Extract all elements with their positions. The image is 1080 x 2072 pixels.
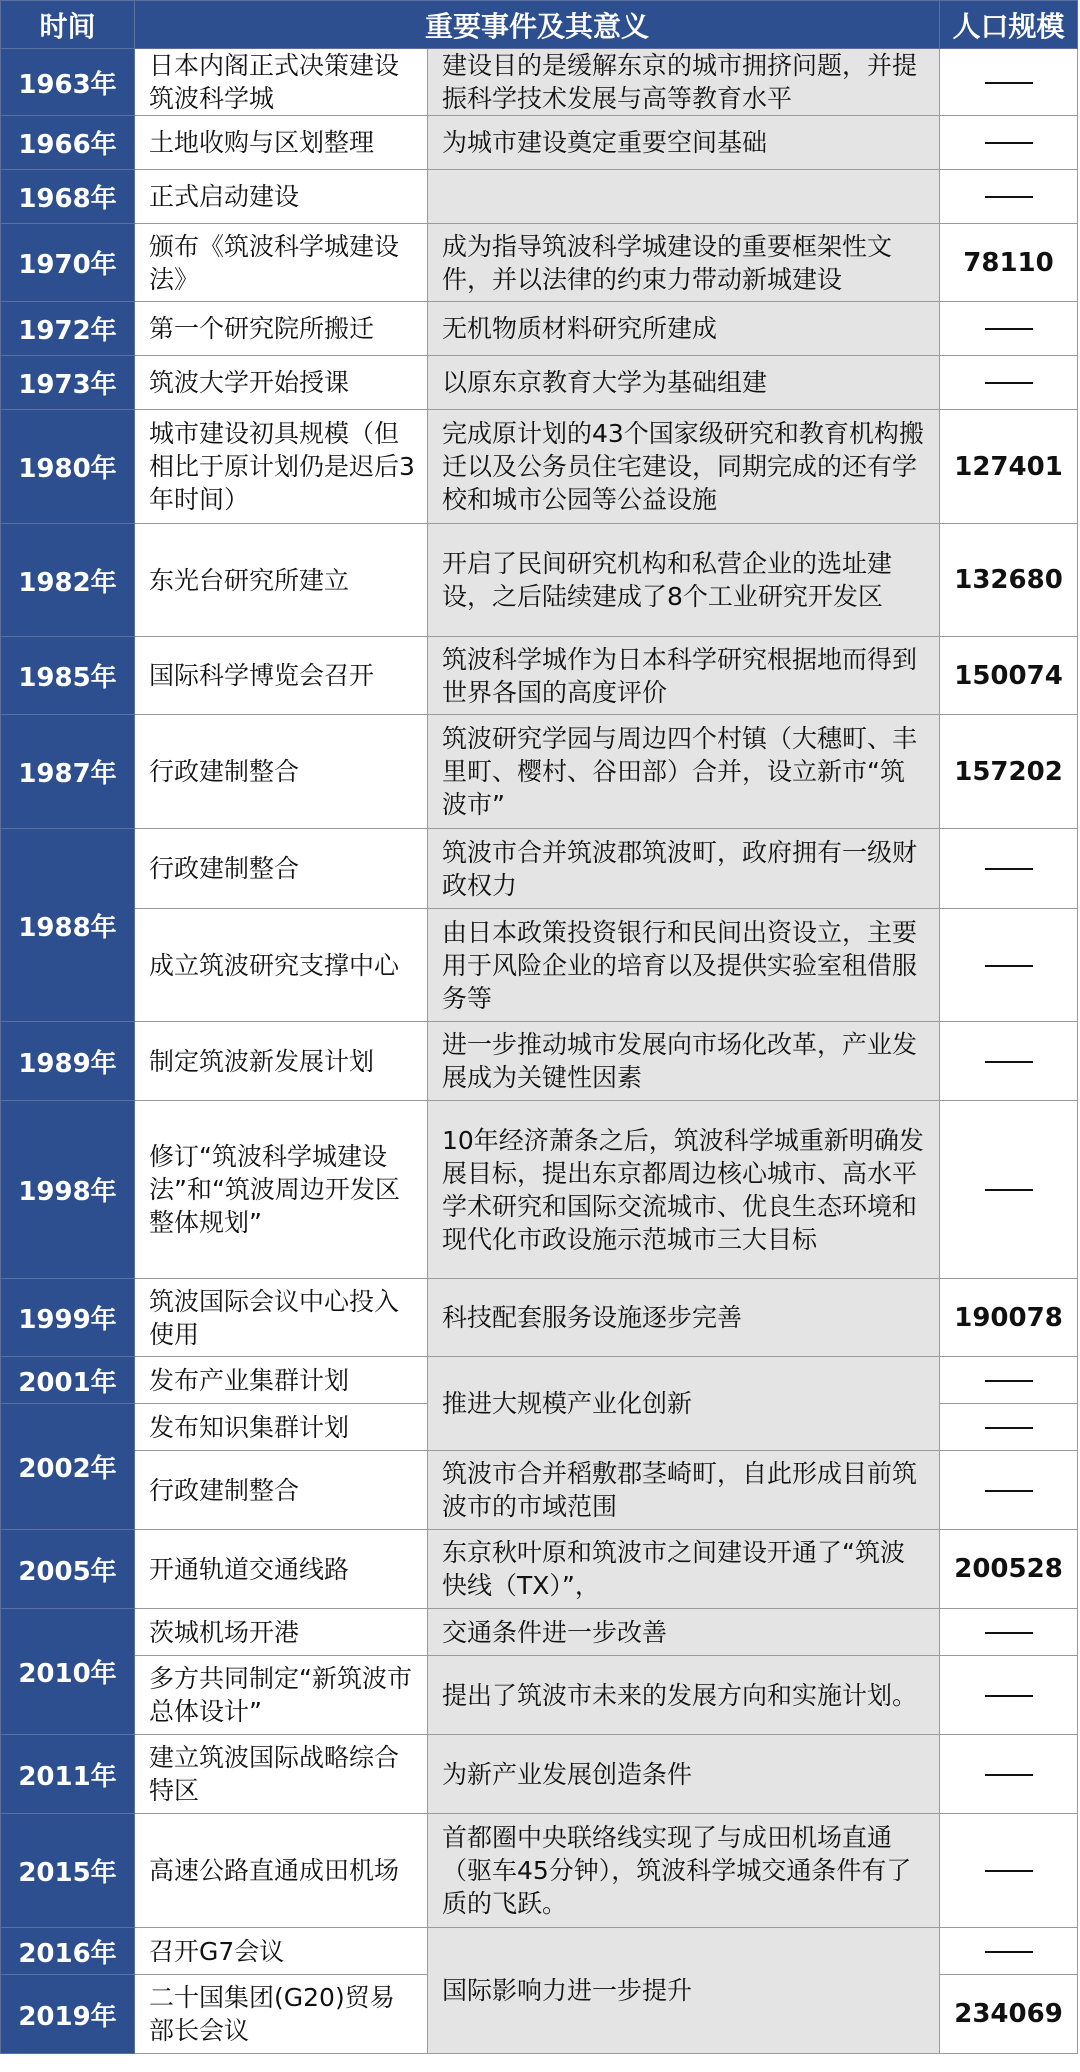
event-cell: 筑波国际会议中心投入使用 [135,1279,428,1357]
table-row [1,1928,1078,1975]
dash-mark [985,382,1033,384]
population-cell [940,1656,1078,1735]
meaning-cell: 建设目的是缓解东京的城市拥挤问题，并提振科学技术发展与高等教育水平 [428,49,940,116]
population-cell [940,356,1078,410]
header-population: 人口规模 [940,1,1078,49]
event-cell: 第一个研究院所搬迁 [135,302,428,356]
event-cell: 筑波大学开始授课 [135,356,428,410]
event-cell: 多方共同制定“新筑波市总体设计” [135,1656,428,1735]
meaning-cell: 以原东京教育大学为基础组建 [428,356,940,410]
meaning-cell: 科技配套服务设施逐步完善 [428,1279,940,1357]
year-cell: 1988年 [1,829,135,1022]
population-cell: 190078 [940,1279,1078,1357]
event-cell: 正式启动建设 [135,170,428,224]
year-cell: 1972年 [1,302,135,356]
dash-mark [985,82,1033,84]
year-cell: 1987年 [1,715,135,829]
population-cell: 234069 [940,1975,1078,2054]
population-cell: 157202 [940,715,1078,829]
year-cell: 2019年 [1,1975,135,2054]
event-cell: 成立筑波研究支撑中心 [135,909,428,1022]
meaning-cell: 成为指导筑波科学城建设的重要框架性文件，并以法律的约束力带动新城建设 [428,224,940,302]
year-cell: 1973年 [1,356,135,410]
event-cell: 建立筑波国际战略综合特区 [135,1735,428,1814]
event-cell: 开通轨道交通线路 [135,1530,428,1609]
meaning-cell: 筑波研究学园与周边四个村镇（大穗町、丰里町、樱村、谷田部）合并，设立新市“筑波市” [428,715,940,829]
year-cell: 2016年 [1,1928,135,1975]
meaning-cell: 10年经济萧条之后，筑波科学城重新明确发展目标，提出东京都周边核心城市、高水平学术研究和国际交流城市、优良生态环境和现代化市政设施示范城市三大目标 [428,1101,940,1279]
population-cell [940,1814,1078,1928]
population-cell [940,909,1078,1022]
dash-mark [985,1870,1033,1872]
year-cell: 2015年 [1,1814,135,1928]
event-cell: 修订“筑波科学城建设法”和“筑波周边开发区整体规划” [135,1101,428,1279]
event-cell: 城市建设初具规模（但相比于原计划仍是迟后3年时间） [135,410,428,524]
table-row [1,909,1078,1022]
table-row [1,1609,1078,1656]
dash-mark [985,1695,1033,1697]
meaning-cell: 完成原计划的43个国家级研究和教育机构搬迁以及公务员住宅建设，同期完成的还有学校和城市公园等公益设施 [428,410,940,524]
table-row [1,116,1078,170]
table-row [1,410,1078,524]
event-cell: 国际科学博览会召开 [135,637,428,715]
year-cell: 1966年 [1,116,135,170]
table-row [1,49,1078,116]
meaning-cell: 东京秋叶原和筑波市之间建设开通了“筑波快线（TX）”， [428,1530,940,1609]
table-row [1,715,1078,829]
table-row [1,1357,1078,1404]
meaning-cell: 为城市建设奠定重要空间基础 [428,116,940,170]
population-cell [940,1101,1078,1279]
population-cell [940,302,1078,356]
table-row [1,302,1078,356]
year-cell: 1970年 [1,224,135,302]
header-row [1,1,1078,49]
meaning-cell: 推进大规模产业化创新 [428,1357,940,1451]
table-row [1,829,1078,909]
meaning-cell: 首都圈中央联络线实现了与成田机场直通（驱车45分钟），筑波科学城交通条件有了质的飞跃。 [428,1814,940,1928]
year-cell: 1985年 [1,637,135,715]
year-cell: 2001年 [1,1357,135,1404]
population-cell: 127401 [940,410,1078,524]
meaning-cell: 进一步推动城市发展向市场化改革，产业发展成为关键性因素 [428,1022,940,1101]
year-cell: 1968年 [1,170,135,224]
population-cell [940,1357,1078,1404]
table-row [1,524,1078,637]
meaning-cell: 开启了民间研究机构和私营企业的选址建设，之后陆续建成了8个工业研究开发区 [428,524,940,637]
dash-mark [985,868,1033,870]
dash-mark [985,1774,1033,1776]
dash-mark [985,1490,1033,1492]
year-cell: 2005年 [1,1530,135,1609]
population-cell [940,1928,1078,1975]
dash-mark [985,328,1033,330]
event-cell: 茨城机场开港 [135,1609,428,1656]
year-cell: 1963年 [1,49,135,116]
table-row [1,170,1078,224]
table-row [1,1814,1078,1928]
meaning-cell [428,170,940,224]
table-row [1,1451,1078,1530]
header-time: 时间 [1,1,135,49]
population-cell [940,49,1078,116]
year-cell: 2010年 [1,1609,135,1735]
table-row [1,1279,1078,1357]
meaning-cell: 国际影响力进一步提升 [428,1928,940,2054]
population-cell [940,116,1078,170]
year-cell: 1980年 [1,410,135,524]
year-cell: 1999年 [1,1279,135,1357]
event-cell: 土地收购与区划整理 [135,116,428,170]
table-row [1,1022,1078,1101]
year-cell: 2011年 [1,1735,135,1814]
table-row [1,1101,1078,1279]
event-cell: 行政建制整合 [135,1451,428,1530]
dash-mark [985,1632,1033,1634]
population-cell [940,1404,1078,1451]
table-row [1,1656,1078,1735]
header-events: 重要事件及其意义 [135,1,940,49]
meaning-cell: 由日本政策投资银行和民间出资设立，主要用于风险企业的培育以及提供实验室租借服务等 [428,909,940,1022]
dash-mark [985,1951,1033,1953]
year-cell: 2002年 [1,1404,135,1530]
dash-mark [985,142,1033,144]
year-cell: 1998年 [1,1101,135,1279]
dash-mark [985,1189,1033,1191]
table-row [1,356,1078,410]
meaning-cell: 交通条件进一步改善 [428,1609,940,1656]
population-cell [940,1022,1078,1101]
event-cell: 二十国集团(G20)贸易部长会议 [135,1975,428,2054]
population-cell [940,829,1078,909]
event-cell: 发布产业集群计划 [135,1357,428,1404]
population-cell: 150074 [940,637,1078,715]
population-cell: 200528 [940,1530,1078,1609]
year-cell: 1982年 [1,524,135,637]
event-cell: 召开G7会议 [135,1928,428,1975]
table-row [1,224,1078,302]
event-cell: 制定筑波新发展计划 [135,1022,428,1101]
population-cell: 132680 [940,524,1078,637]
population-cell [940,1735,1078,1814]
meaning-cell: 为新产业发展创造条件 [428,1735,940,1814]
meaning-cell: 筑波科学城作为日本科学研究根据地而得到世界各国的高度评价 [428,637,940,715]
dash-mark [985,1380,1033,1382]
meaning-cell: 筑波市合并稻敷郡茎崎町，自此形成目前筑波市的市域范围 [428,1451,940,1530]
event-cell: 行政建制整合 [135,829,428,909]
event-cell: 东光台研究所建立 [135,524,428,637]
event-cell: 日本内阁正式决策建设筑波科学城 [135,49,428,116]
event-cell: 高速公路直通成田机场 [135,1814,428,1928]
dash-mark [985,965,1033,967]
meaning-cell: 无机物质材料研究所建成 [428,302,940,356]
dash-mark [985,196,1033,198]
population-cell: 78110 [940,224,1078,302]
meaning-cell: 筑波市合并筑波郡筑波町，政府拥有一级财政权力 [428,829,940,909]
dash-mark [985,1061,1033,1063]
table-row [1,1530,1078,1609]
event-cell: 发布知识集群计划 [135,1404,428,1451]
event-cell: 行政建制整合 [135,715,428,829]
population-cell [940,1451,1078,1530]
table-row [1,1735,1078,1814]
population-cell [940,1609,1078,1656]
year-cell: 1989年 [1,1022,135,1101]
table-row [1,637,1078,715]
event-cell: 颁布《筑波科学城建设法》 [135,224,428,302]
population-cell [940,170,1078,224]
dash-mark [985,1427,1033,1429]
meaning-cell: 提出了筑波市未来的发展方向和实施计划。 [428,1656,940,1735]
